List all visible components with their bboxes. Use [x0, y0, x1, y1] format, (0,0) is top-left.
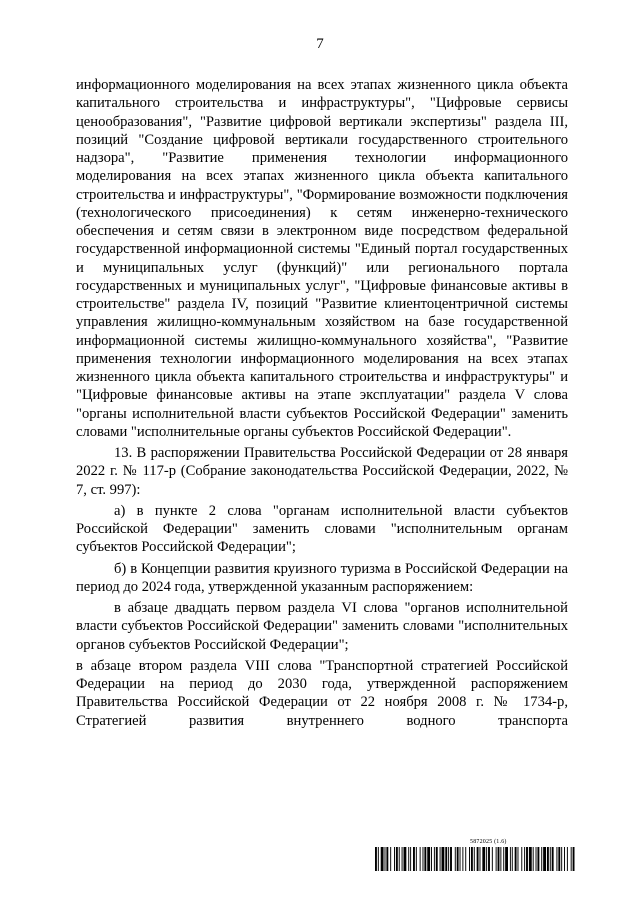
paragraph-item-13: 13. В распоряжении Правительства Российской Федерации от 28 января 2022 г. № 117-р (Собрание законодательства Российской Федерации, 2022, № 7, ст. 997): — [76, 445, 568, 498]
paragraph-subitem-b: б) в Концепции развития круизного туризма в Российской Федерации на период до 2024 года, утвержденной указанным распоряжением: — [76, 560, 568, 595]
paragraph-continuation: информационного моделирования на всех этапах жизненного цикла объекта капитального строительства и инфраструктуры", "Цифровые сервисы ценообразования", "Развитие цифровой вертикали экспертизы" раздела III, позиций "Создание цифровой вертикали государственного строительного надзора", "Развитие применения технологии информационного моделирования на всех этапах жизненного цикла объекта капитального строительства и инфраструктуры", "Формирование возможности подключения (технологического присоединения) к сетям инженерно-технического обеспечения и сетям связи в электронном виде посредством федеральной государственной информационной системы "Единый портал государственных и муниципальных услуг (функций)" или регионального портала государственных и муниципальных услуг", "Цифровые финансовые активы в строительстве" раздела IV, позиций "Развитие клиентоцентричной системы управления жилищно-коммунальным хозяйством на базе государственной информационной системы жилищно-коммунального хозяйства", "Развитие применения технологии информационного моделирования на всех этапах жизненного цикла объекта капитального строительства и инфраструктуры" и "Цифровые финансовые активы на этапе эксплуатации" раздела V слова "органы исполнительной власти субъектов Российской Федерации" заменить словами "исполнительные органы субъектов Российской Федерации". — [76, 77, 568, 440]
document-code: 5872025 (1.6) — [470, 839, 507, 845]
paragraph-section-viii: в абзаце втором раздела VIII слова "Транспортной стратегией Российской Федерации на период до 2030 года, утвержденной распоряжением Правительства Российской Федерации от 22 ноября 2008 г. № 1734-р, Стратегией развития внутреннего водного транспорта — [76, 657, 568, 729]
document-body — [76, 76, 568, 730]
barcode-icon — [375, 847, 575, 871]
paragraph-section-vi: в абзаце двадцать первом раздела VI слова "органов исполнительной власти субъектов Российской Федерации" заменить словами "исполнительных органов субъектов Российской Федерации"; — [76, 600, 568, 653]
page-number: 7 — [316, 36, 324, 52]
paragraph-subitem-a: а) в пункте 2 слова "органам исполнительной власти субъектов Российской Федерации" заменить словами "исполнительным органам субъектов Российской Федерации"; — [76, 502, 568, 556]
